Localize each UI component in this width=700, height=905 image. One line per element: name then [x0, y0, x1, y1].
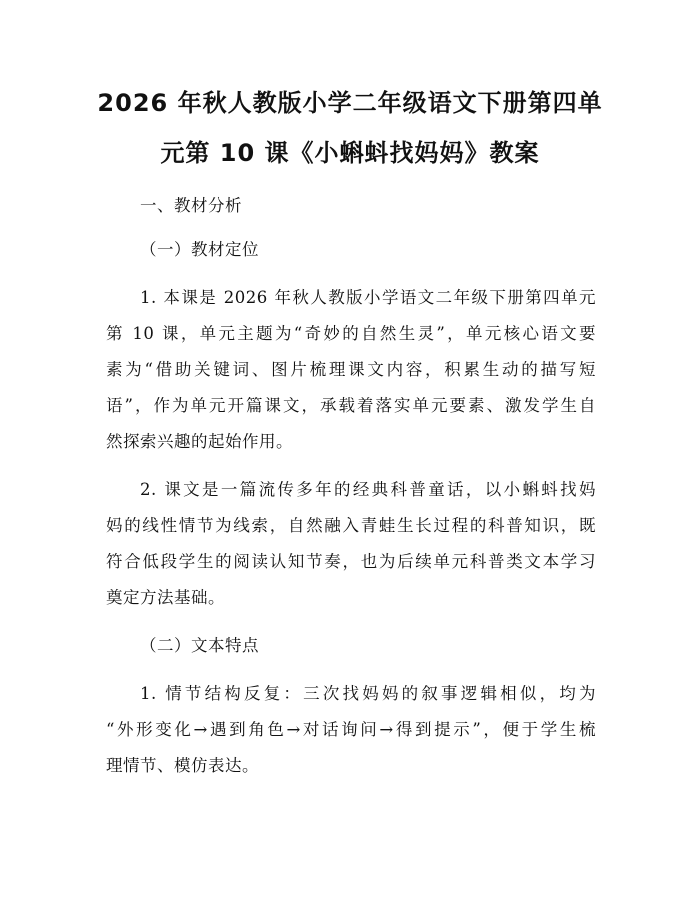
subsection-heading-text-features: （二）文本特点: [140, 636, 259, 655]
paragraph-line: 1. 本课是 2026 年秋人教版小学语文二年级下册第四单元: [140, 288, 596, 307]
paragraph-line: “外形变化→遇到角色→对话询问→得到提示”，便于学生梳: [106, 720, 596, 739]
paragraph-line: 妈的线性情节为线索，自然融入青蛙生长过程的科普知识，既: [106, 516, 596, 535]
paragraph-line: 符合低段学生的阅读认知节奏，也为后续单元科普类文本学习: [106, 552, 596, 571]
paragraph-line: 2. 课文是一篇流传多年的经典科普童话，以小蝌蚪找妈: [140, 480, 596, 499]
paragraph-line: 素为“借助关键词、图片梳理课文内容，积累生动的描写短: [106, 360, 596, 379]
paragraph-line: 第 10 课，单元主题为“奇妙的自然生灵”，单元核心语文要: [106, 324, 596, 343]
document-title-line-2: 元第 10 课《小蝌蚪找妈妈》教案: [160, 139, 540, 167]
paragraph-line: 奠定方法基础。: [106, 588, 225, 607]
paragraph-line: 理情节、模仿表达。: [106, 756, 259, 775]
subsection-heading-material-positioning: （一）教材定位: [140, 240, 259, 259]
paragraph-line: 然探索兴趣的起始作用。: [106, 432, 293, 451]
paragraph-line: 1. 情节结构反复：三次找妈妈的叙事逻辑相似，均为: [140, 684, 596, 703]
paragraph-line: 语”，作为单元开篇课文，承载着落实单元要素、激发学生自: [106, 396, 596, 415]
document-title-line-1: 2026 年秋人教版小学二年级语文下册第四单: [97, 89, 603, 117]
section-heading-teaching-material-analysis: 一、教材分析: [140, 196, 242, 215]
